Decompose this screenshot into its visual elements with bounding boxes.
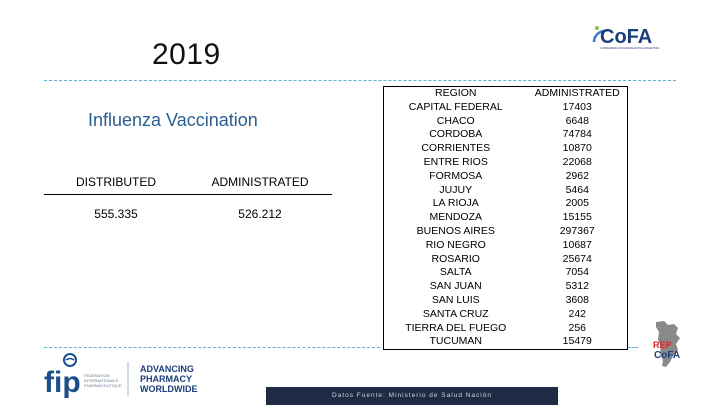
table-row: [384, 142, 628, 156]
region-name: FORMOSA: [429, 169, 483, 182]
table-row: [384, 225, 628, 239]
page-title: 2019: [152, 38, 221, 71]
region-value: 10870: [562, 142, 592, 155]
region-value: 22068: [562, 155, 592, 168]
cofa-logo-subtext: CONFEDERACIÓN FARMACÉUTICA ARGENTINA: [600, 47, 660, 50]
region-value: 74784: [562, 128, 592, 141]
fip-logo-text: fip: [44, 366, 81, 399]
cofa-logo: [588, 16, 668, 52]
tagline-line2: PHARMACY: [140, 374, 193, 384]
region-value: 7054: [565, 266, 589, 279]
region-value: 25674: [562, 252, 592, 265]
tagline-line1: ADVANCING: [140, 364, 194, 374]
fip-sub-line2: INTERNATIONALE: [84, 378, 119, 383]
region-name: LA RIOJA: [432, 197, 479, 210]
region-value: 242: [568, 307, 587, 320]
region-name: ENTRE RIOS: [423, 155, 488, 168]
administrated-header: ADMINISTRATED: [534, 87, 620, 99]
region-value: 256: [568, 321, 587, 334]
region-value: 5464: [565, 183, 589, 196]
table-row: [384, 266, 628, 280]
region-name: BUENOS AIRES: [416, 224, 495, 237]
region-table-header: [384, 87, 628, 101]
region-name: JUJUY: [439, 183, 473, 196]
region-name: CORRIENTES: [421, 142, 491, 155]
region-value: 297367: [559, 224, 595, 237]
fip-sub-line1: FÉDÉRATION: [84, 373, 110, 378]
table-row: [384, 335, 628, 349]
region-name: CORDOBA: [429, 128, 483, 141]
region-value: 5312: [565, 280, 589, 293]
fip-sub-line3: PHARMACEUTIQUE: [84, 383, 122, 388]
map-rep-text: REP: [653, 340, 672, 350]
region-value: 15155: [562, 211, 592, 224]
section-subtitle: Influenza Vaccination: [88, 110, 258, 130]
region-header: REGION: [435, 87, 477, 99]
table-row: [384, 294, 628, 308]
summary-value-administrated: 526.212: [238, 207, 282, 221]
summary-header-row: [44, 166, 332, 195]
region-name: SAN LUIS: [431, 293, 480, 306]
region-name: TIERRA DEL FUEGO: [405, 321, 507, 334]
argentina-map-icon: [640, 318, 692, 370]
table-row: [384, 308, 628, 322]
map-cofa-text: CoFA: [654, 350, 681, 361]
table-row: [384, 197, 628, 211]
region-name: ROSARIO: [431, 252, 480, 265]
region-value: 3608: [565, 293, 589, 306]
summary-table: [44, 166, 332, 233]
region-value: 2962: [565, 169, 589, 182]
summary-header-distributed: DISTRIBUTED: [44, 166, 188, 195]
region-value: 6648: [565, 114, 589, 127]
source-footer: Datos Fuente: Ministerio de Salud Nación: [266, 387, 558, 405]
region-value: 15479: [562, 335, 592, 348]
table-row: [384, 128, 628, 142]
region-name: SANTA CRUZ: [422, 307, 489, 320]
table-row: [384, 322, 628, 336]
table-row: [384, 184, 628, 198]
region-value: 2005: [565, 197, 589, 210]
summary-value-distributed: 555.335: [94, 207, 138, 221]
region-value: 17403: [562, 100, 592, 113]
region-value: 10687: [562, 238, 592, 251]
tagline-line3: WORLDWIDE: [140, 384, 198, 394]
region-name: CHACO: [436, 114, 475, 127]
table-row: [384, 156, 628, 170]
summary-header-administrated: ADMINISTRATED: [188, 166, 332, 195]
region-name: SAN JUAN: [429, 280, 482, 293]
cofa-logo-text: CoFA: [600, 26, 653, 48]
table-row: [384, 101, 628, 115]
bottom-divider: [44, 347, 380, 348]
region-name: MENDOZA: [429, 211, 482, 224]
region-table: [383, 86, 628, 350]
top-divider: [44, 80, 676, 81]
fip-logo: [44, 352, 204, 400]
table-row: [384, 170, 628, 184]
table-row: [384, 253, 628, 267]
region-name: RIO NEGRO: [425, 238, 486, 251]
region-name: TUCUMAN: [429, 335, 482, 348]
table-row: [384, 211, 628, 225]
region-name: SALTA: [439, 266, 472, 279]
table-row: [384, 239, 628, 253]
region-name: CAPITAL FEDERAL: [408, 100, 503, 113]
table-row: [384, 115, 628, 129]
summary-value-row: [44, 195, 332, 234]
table-row: [384, 280, 628, 294]
bottom-divider-right: [628, 347, 638, 348]
